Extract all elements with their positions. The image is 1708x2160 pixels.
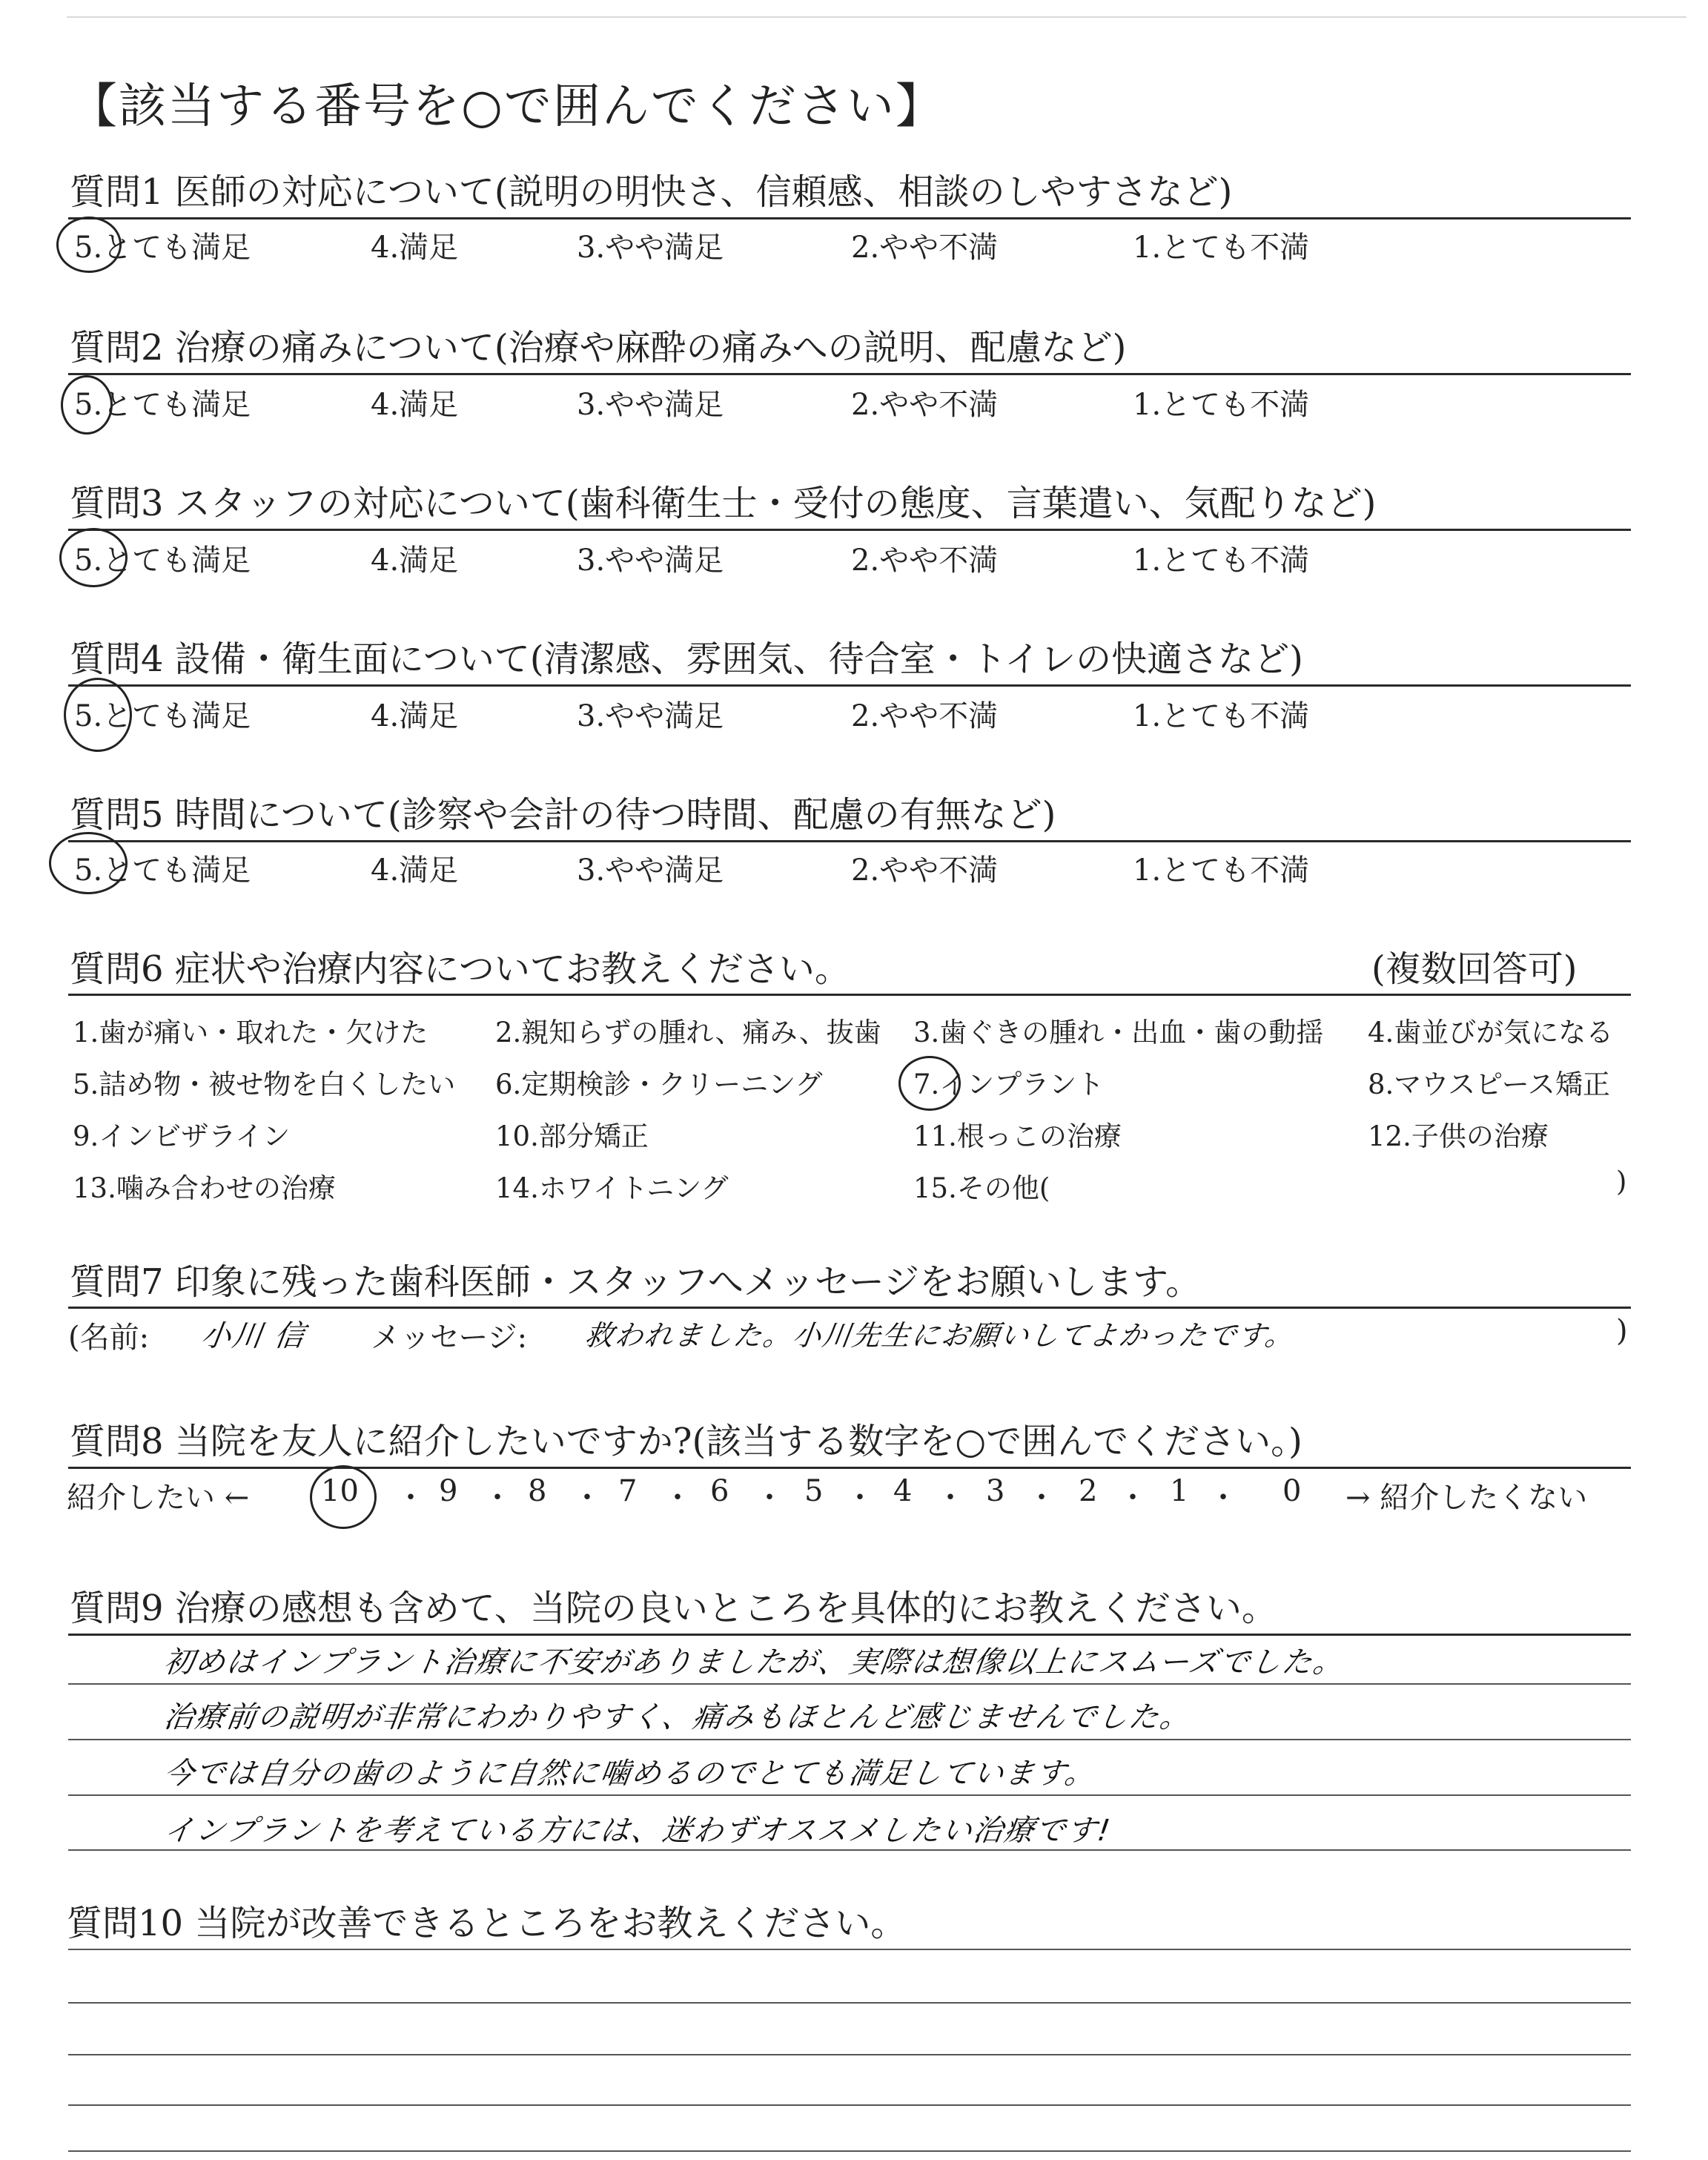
question-4-rule [68, 684, 1631, 687]
q5-option-4[interactable]: 4.満足 [371, 853, 459, 888]
question-8-rule [68, 1467, 1631, 1469]
q6-option-6[interactable]: 6.定期検診・クリーニング [495, 1069, 823, 1100]
q8-separator: ・ [483, 1481, 512, 1515]
q8-scale-7[interactable]: 7 [618, 1474, 638, 1508]
q3-option-3[interactable]: 3.やや満足 [577, 544, 724, 578]
q8-scale-3[interactable]: 3 [986, 1474, 1005, 1508]
q10-line-rule [68, 1949, 1631, 1950]
q10-line-rule [68, 2150, 1631, 2152]
q9-line-rule [68, 1849, 1631, 1851]
q9-answer-line-1[interactable]: 初めはインプラント治療に不安がありましたが、実際は想像以上にスムーズでした。 [162, 1645, 1347, 1680]
question-5-rule [68, 840, 1631, 842]
q8-separator: ・ [755, 1481, 784, 1515]
q9-answer-line-3[interactable]: 今では自分の歯のように自然に噛めるのでとても満足しています。 [162, 1757, 1099, 1791]
q4-option-4[interactable]: 4.満足 [371, 699, 459, 733]
q6-option-2[interactable]: 2.親知らずの腫れ、痛み、抜歯 [495, 1017, 881, 1048]
q8-separator: ・ [396, 1481, 426, 1515]
q8-scale-10[interactable]: 10 [321, 1474, 359, 1508]
q8-separator: ・ [845, 1481, 875, 1515]
q6-option-9[interactable]: 9.インビザライン [73, 1120, 291, 1152]
question-4-title: 質問4 設備・衛生面について(清潔感、雰囲気、待合室・トイレの快適さなど) [70, 638, 1303, 680]
q6-option-8[interactable]: 8.マウスピース矯正 [1368, 1069, 1610, 1100]
q6-option-15[interactable]: 15.その他( [913, 1172, 1050, 1204]
question-3-rule [68, 529, 1631, 531]
q6-option-10[interactable]: 10.部分矯正 [495, 1120, 649, 1152]
q1-option-5[interactable]: 5.とても満足 [74, 231, 251, 265]
q9-answer-line-2[interactable]: 治療前の説明が非常にわかりやすく、痛みもほとんど感じませんでした。 [162, 1700, 1194, 1734]
q10-line-rule [68, 2002, 1631, 2004]
page-title: 【該当する番号を○で囲んでください】 [70, 79, 944, 134]
q8-right-label: → 紹介したくない [1345, 1481, 1588, 1515]
question-8-title: 質問8 当院を友人に紹介したいですか?(該当する数字を○で囲んでください。) [70, 1421, 1302, 1462]
q5-option-2[interactable]: 2.やや不満 [851, 853, 999, 888]
question-3-title: 質問3 スタッフの対応について(歯科衛生士・受付の態度、言葉遣い、気配りなど) [70, 483, 1377, 524]
question-1-title: 質問1 医師の対応について(説明の明快さ、信頼感、相談のしやすさなど) [70, 171, 1233, 213]
question-6-note: (複数回答可) [1371, 948, 1578, 990]
q3-option-4[interactable]: 4.満足 [371, 544, 459, 578]
question-5-title: 質問5 時間について(診察や会計の待つ時間、配慮の有無など) [70, 794, 1056, 836]
q1-option-3[interactable]: 3.やや満足 [577, 231, 724, 265]
q6-selected-circle [898, 1056, 961, 1111]
q6-option-13[interactable]: 13.噛み合わせの治療 [73, 1172, 336, 1204]
q8-scale-9[interactable]: 9 [439, 1474, 458, 1508]
q3-option-2[interactable]: 2.やや不満 [851, 544, 999, 578]
q2-option-1[interactable]: 1.とても不満 [1133, 388, 1310, 422]
q7-message-value[interactable]: 救われました。小川先生にお願いしてよかったです。 [583, 1319, 1297, 1352]
q5-answer-circle [49, 832, 128, 894]
q8-scale-1[interactable]: 1 [1170, 1474, 1189, 1508]
question-1-rule [68, 217, 1631, 219]
q3-answer-circle [59, 528, 128, 587]
question-2-rule [68, 373, 1631, 375]
q2-answer-circle [61, 375, 113, 435]
q6-option-7[interactable]: 7.インプラント [913, 1069, 1105, 1100]
q4-option-2[interactable]: 2.やや不満 [851, 699, 999, 733]
q6-option-5[interactable]: 5.詰め物・被せ物を白くしたい [73, 1069, 456, 1100]
q4-answer-circle [64, 678, 132, 752]
q8-separator: ・ [1027, 1481, 1056, 1515]
q9-answer-line-4[interactable]: インプラントを考えている方には、迷わずオススメしたい治療です! [162, 1814, 1113, 1848]
q6-option-1[interactable]: 1.歯が痛い・取れた・欠けた [73, 1017, 428, 1048]
q5-option-5[interactable]: 5.とても満足 [74, 853, 251, 888]
q8-scale-5[interactable]: 5 [804, 1474, 824, 1508]
q4-option-1[interactable]: 1.とても不満 [1133, 699, 1310, 733]
q8-scale-6[interactable]: 6 [710, 1474, 729, 1508]
question-6-rule [68, 994, 1631, 996]
q1-option-4[interactable]: 4.満足 [371, 231, 459, 265]
q7-message-label: メッセージ: [371, 1321, 528, 1355]
q6-option-12[interactable]: 12.子供の治療 [1368, 1120, 1549, 1152]
q6-option-14[interactable]: 14.ホワイトニング [495, 1172, 729, 1204]
q10-line-rule [68, 2054, 1631, 2055]
q9-line-rule [68, 1794, 1631, 1796]
q3-option-1[interactable]: 1.とても不満 [1133, 544, 1310, 578]
question-6-title: 質問6 症状や治療内容についてお教えください。 [70, 948, 850, 990]
q9-line-rule [68, 1739, 1631, 1740]
q5-option-1[interactable]: 1.とても不満 [1133, 853, 1310, 888]
q4-option-3[interactable]: 3.やや満足 [577, 699, 724, 733]
q8-scale-4[interactable]: 4 [893, 1474, 913, 1508]
q8-separator: ・ [663, 1481, 692, 1515]
q8-left-label: 紹介したい ← [67, 1481, 250, 1515]
q8-scale-2[interactable]: 2 [1079, 1474, 1098, 1508]
question-7-title: 質問7 印象に残った歯科医師・スタッフへメッセージをお願いします。 [70, 1261, 1202, 1303]
q1-option-1[interactable]: 1.とても不満 [1133, 231, 1310, 265]
q1-option-2[interactable]: 2.やや不満 [851, 231, 999, 265]
q1-answer-circle [56, 217, 122, 273]
top-border [67, 16, 1687, 18]
q2-option-2[interactable]: 2.やや不満 [851, 388, 999, 422]
q10-line-rule [68, 2104, 1631, 2106]
q3-option-5[interactable]: 5.とても満足 [74, 544, 251, 578]
question-9-rule [68, 1634, 1631, 1636]
q2-option-3[interactable]: 3.やや満足 [577, 388, 724, 422]
question-2-title: 質問2 治療の痛みについて(治療や麻酔の痛みへの説明、配慮など) [70, 327, 1127, 369]
q6-option-3[interactable]: 3.歯ぐきの腫れ・出血・歯の動揺 [913, 1017, 1324, 1048]
q6-option-15-close: ) [1616, 1166, 1627, 1198]
q9-line-rule [68, 1683, 1631, 1685]
q8-selected-circle [310, 1465, 377, 1529]
q7-close-paren: ) [1616, 1314, 1628, 1348]
q7-name-value[interactable]: 小川 信 [199, 1319, 308, 1353]
q8-separator: ・ [1118, 1481, 1148, 1515]
question-7-rule [68, 1307, 1631, 1309]
q7-name-label: (名前: [68, 1321, 150, 1355]
q4-option-5[interactable]: 5.とても満足 [74, 699, 251, 733]
q6-option-11[interactable]: 11.根っこの治療 [913, 1120, 1122, 1152]
q8-scale-0[interactable]: 0 [1282, 1474, 1302, 1508]
q8-scale-8[interactable]: 8 [528, 1474, 547, 1508]
question-10-title: 質問10 当院が改善できるところをお教えください。 [67, 1903, 907, 1944]
q2-option-4[interactable]: 4.満足 [371, 388, 459, 422]
question-9-title: 質問9 治療の感想も含めて、当院の良いところを具体的にお教えください。 [70, 1588, 1277, 1629]
q8-separator: ・ [936, 1481, 965, 1515]
q2-option-5[interactable]: 5.とても満足 [74, 388, 251, 422]
q5-option-3[interactable]: 3.やや満足 [577, 853, 724, 888]
q8-separator: ・ [572, 1481, 602, 1515]
q6-option-4[interactable]: 4.歯並びが気になる [1368, 1017, 1614, 1048]
q8-separator: ・ [1208, 1481, 1238, 1515]
